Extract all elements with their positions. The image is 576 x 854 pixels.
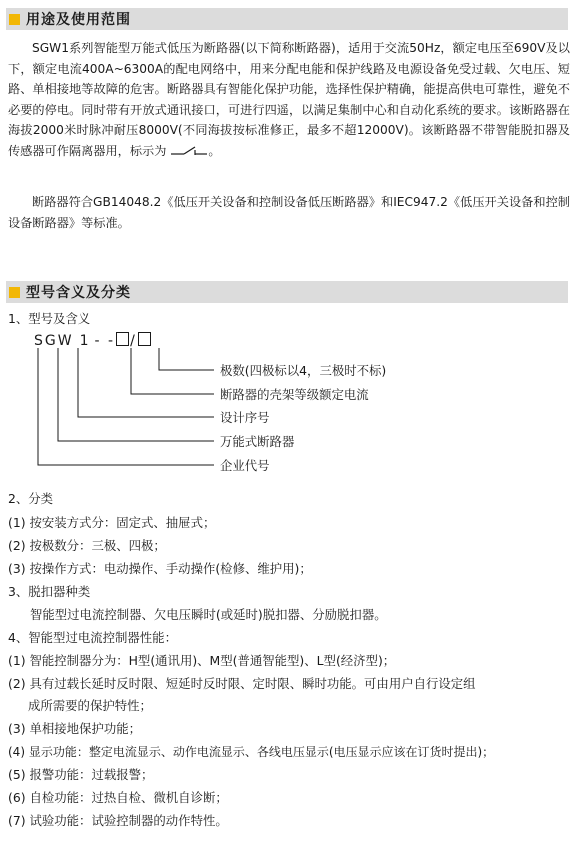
class-install: (1) 按安装方式分：固定式、抽屉式；	[8, 515, 216, 530]
meaning-design-number: 设计序号	[220, 410, 270, 425]
feature-controller-types: (1) 智能控制器分为：H型(通讯用)、M型(普通智能型)、L型(经济型)；	[8, 653, 396, 668]
meaning-frame-current: 断路器的壳架等级额定电流	[220, 387, 369, 402]
feature-protection-a: (2) 具有过载长延时反时限、短延时反时限、定时限、瞬时功能。可由用户自行设定组	[8, 676, 476, 691]
model-sg: SG	[34, 333, 58, 349]
usage-text-end: 。	[208, 143, 221, 158]
section-title: 型号含义及分类	[26, 285, 131, 301]
meaning-universal-breaker: 万能式断路器	[220, 434, 295, 449]
heading-release-types: 3、脱扣器种类	[8, 584, 91, 599]
feature-test: (7) 试验功能：试验控制器的动作特性。	[8, 813, 228, 828]
standards-paragraph: 断路器符合GB14048.2《低压开关设备和控制设备低压断路器》和IEC947.2《低压开关设备和控制设备断路器》等标准。	[8, 195, 570, 230]
feature-display: (4) 显示功能：整定电流显示、动作电流显示、各线电压显示(电压显示应该在订货时提出)；	[8, 745, 495, 759]
meaning-company-code: 企业代号	[220, 458, 270, 473]
feature-self-check: (6) 自检功能：过热自检、微机自诊断；	[8, 790, 228, 805]
feature-ground-fault: (3) 单相接地保护功能；	[8, 721, 142, 736]
model-one: 1	[79, 333, 91, 349]
feature-protection-b: 成所需要的保护特性；	[28, 698, 152, 713]
model-slash: /	[130, 333, 137, 349]
release-types-text: 智能型过电流控制器、欠电压瞬时(或延时)脱扣器、分励脱扣器。	[30, 607, 387, 622]
heading-model-meaning: 1、型号及含义	[8, 311, 91, 326]
heading-classification: 2、分类	[8, 491, 54, 506]
section-title: 用途及使用范围	[26, 12, 131, 28]
feature-alarm: (5) 报警功能：过载报警；	[8, 767, 154, 782]
model-dash: - -	[94, 333, 116, 349]
class-poles: (2) 按极数分：三极、四极；	[8, 538, 166, 553]
class-operation: (3) 按操作方式：电动操作、手动操作(检修、维护用)；	[8, 561, 312, 576]
heading-controller-features: 4、智能型过电流控制器性能：	[8, 630, 177, 645]
meaning-poles: 极数(四极标以4，三极时不标)	[220, 363, 387, 378]
model-w: W	[57, 333, 74, 349]
usage-text: SGW1系列智能型万能式低压为断路器(以下简称断路器)，适用于交流50Hz，额定电压至690V及以下，额定电流400A~6300A的配电网络中，用来分配电能和保护线路及电源设备免受过载、欠电压、短路、单相接地等故障的危害。断路器具有智能化保护功能，选择性保护精确，能提高供电可靠性，避免不必要的停电。同时带有开放式通讯接口，可进行四遥，以满足集制中心和自动化系统的要求。该断路器在海拔2000米时脉冲耐压8000V(不同海拔按标准修正，最多不超12000V)。该断路器不带智能脱扣器及传感器可作隔离器用，标示为	[8, 41, 570, 158]
